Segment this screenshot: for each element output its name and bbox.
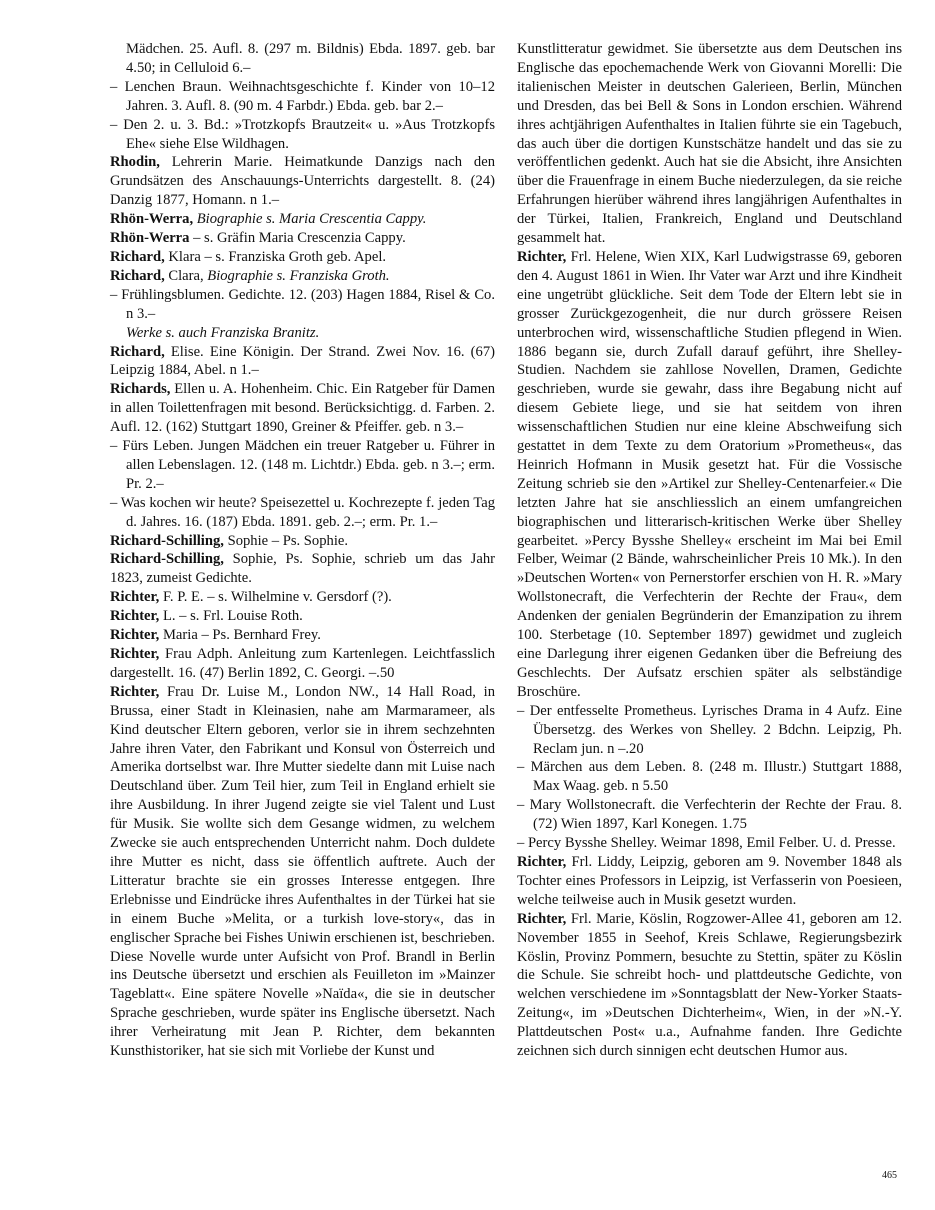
dictionary-entry [110,248,495,267]
entry-continuation [110,40,495,78]
page-number: 465 [882,1170,897,1181]
entry-text: – Percy Bysshe Shelley. Weimar 1898, Emil Felber. U. d. Presse. [517,835,896,852]
dictionary-entry [110,153,495,210]
sub-entry [517,796,902,834]
dictionary-entry [110,683,495,1061]
entry-headword: Richter, [110,627,160,644]
dictionary-entry [110,588,495,607]
entry-text: Klara – s. Franziska Groth geb. Apel. [164,248,387,265]
dictionary-entry [110,210,495,229]
entry-italic-text: Biographie s. Franziska Groth. [203,267,390,284]
entry-note [110,324,495,343]
entry-text: Frl. Marie, Köslin, Rogzower-Allee 41, geboren am 12. November 1855 in Seehof, Kreis Schlawe, Regierungsbezirk Köslin, Provinz Pommern, besuchte zu Stettin, später zu Köslin die Schule. Sie schreibt hoch- und plattdeutsche Gedichte, von welchen verschiedene im »Sonntagsblatt der New-Yorker Staats-Zeitung«, im »Deutschen Dichterheim«, Wien, in der »N.-Y. Plattdeutschen Post« u.a., Aufnahme fanden. Ihre Gedichte zeichnen sich durch sinnigen echt deutschen Humor aus. [517,910,902,1060]
entry-headword: Richards, [110,381,171,398]
entry-headword: Richter, [110,646,160,662]
entry-text: Frl. Liddy, Leipzig, geboren am 9. November 1848 als Tochter eines Professors in Leipzig, ist Verfasserin von Poesieen, welche teilweise auch in Musik gesetzt wurden. [517,853,902,908]
dictionary-entry [110,626,495,645]
entry-text: F. P. E. – s. Wilhelmine v. Gersdorf (?). [159,589,392,606]
entry-headword: Rhön-Werra, [110,211,194,228]
dictionary-entry [517,910,902,1061]
sub-entry [517,702,902,759]
entry-headword: Richard-Schilling, [110,532,224,549]
entry-italic-text: Biographie s. Maria Crescentia Cappy. [193,211,427,228]
entry-text: Elise. Eine Königin. Der Strand. Zwei Nov. 16. (67) Leipzig 1884, Abel. n 1.– [110,343,495,379]
entry-text: – Frühlingsblumen. Gedichte. 12. (203) Hagen 1884, Risel & Co. n 3.– [110,286,495,322]
dictionary-entry [110,645,495,683]
entry-text: Ellen u. A. Hohenheim. Chic. Ein Ratgeber für Damen in allen Toilettenfragen mit besond. Berücksichtigg. d. Farben. 2. Aufl. 12. (162) Stuttgart 1890, Greiner & Pfeiffer. geb. n 3.– [110,381,495,436]
entry-text: Werke s. auch Franziska Branitz. [126,324,320,341]
dictionary-entry [517,248,902,702]
dictionary-entry [110,550,495,588]
sub-entry [110,494,495,532]
entry-text: Sophie, Ps. Sophie, schrieb um das Jahr 1823, zumeist Gedichte. [110,551,495,587]
entry-text: Lehrerin Marie. Heimatkunde Danzigs nach den Grundsätzen des Anschauungs-Unterrichts dargestellt. 8. (24) Danzig 1877, Homann. n 1.– [110,154,495,209]
entry-text: L. – s. Frl. Louise Roth. [159,608,303,625]
sub-entry [110,78,495,116]
entry-text: Kunstlitteratur gewidmet. Sie übersetzte aus dem Deutschen ins Englische das epochemachende Werk von Giovanni Morelli: Die italienischen Meister in deutschen Galerieen, Berlin, München und Dresden, das bei Bell & Sons in London erschien. Während ihres achtjährigen Aufenthaltes in Italien führte sie ein Tagebuch, das auch über die dortigen Kunstschätze handelt und das sie zu veröffentlichen gedenkt. Auch hat sie die Absicht, ihre Ansichten über die Frauenfrage in einem Buche niederzulegen, da sie reiche Erfahrungen hierüber während ihres langjährigen Aufenthaltes in der Türkei, Italien, Frankreich, England und Deutschland gesammelt hat. [517,41,902,247]
entry-text: Clara, [164,267,204,284]
entry-text: Mädchen. 25. Aufl. 8. (297 m. Bildnis) Ebda. 1897. geb. bar 4.50; in Celluloid 6.– [126,41,495,76]
entry-text: Frl. Helene, Wien XIX, Karl Ludwigstrasse 69, geboren den 4. August 1861 in Wien. Ihr Vater war Arzt und ihre Kindheit eine ungetrübt glückliche. Seit dem Tode der Eltern lebt sie in grosser Zurückgezogenheit, die nur durch grössere Reisen unterbrochen wird, wissenschaftliche Studien pflegend in Wien. 1886 begann sie, durch Zufall darauf geführt, ihre Shelley-Studien. Nachdem sie zahllose Novellen, Dramen, Gedichte geschrieben, wurde sie gewahr, dass ihre Begabung nicht auf diesem Gebiete liege, und sie hat seitdem von ihren wissenschaftlichen Studien nur eine kleine Abschweifung sich gestattet in dem Texte zu dem Oratorium »Prometheus«, das Heinrich Hofmann in Musik gesetzt hat. Für die Vossische Zeitung schrieb sie den »Artikel zur Shelley-Centenarfeier.« Die letzten Jahre hat sie anschliesslich an einem umfangreichen biographischen und litterarisch-kritischen Werke über Shelley gearbeitet. »Percy Bysshe Shelley« erscheint im Mai bei Emil Felber, Weimar (2 Bände, wahrscheinlicher Preis 10 Mk.). In den »Deutschen Worten« von Pernerstorfer erschien von H. R. »Mary Wollstonecraft, die Verfechterin der Rechte der Frau«, dem Andenken der genialen Begründerin der Emanzipation zu ihrem 100. Sterbetage (10. September 1897) gewidmet und zugleich eine Darlegung ihrer eigenen Gedanken über die Befreiung des Geschlechts. Der Aufsatz erschien später als selbständige Broschüre. [517,248,902,700]
sub-entry [110,286,495,324]
entry-text: – Lenchen Braun. Weihnachtsgeschichte f. Kinder von 10–12 Jahren. 3. Aufl. 8. (90 m. 4 Farbdr.) Ebda. geb. bar 2.– [110,78,495,114]
entry-text: – Was kochen wir heute? Speisezettel u. Kochrezepte f. jeden Tag d. Jahres. 16. (187) Ebda. 1891. geb. 2.–; erm. Pr. 1.– [110,494,495,530]
entry-text: – Fürs Leben. Jungen Mädchen ein treuer Ratgeber u. Führer in allen Lebenslagen. 12. (148 m. Lichtdr.) Ebda. geb. n 3.–; erm. Pr. 2.– [110,438,495,492]
entry-headword: Richter, [517,248,567,265]
entry-headword: Richter, [110,589,160,606]
dictionary-entry [110,532,495,551]
entry-continuation [517,40,902,248]
entry-headword: Rhodin, [110,154,160,171]
entry-text: – Mary Wollstonecraft. die Verfechterin der Rechte der Frau. 8. (72) Wien 1897, Karl Konegen. 1.75 [517,797,902,833]
entry-text: Frau Adph. Anleitung zum Kartenlegen. Leichtfasslich dargestellt. 16. (47) Berlin 1892, C. Georgi. –.50 [110,646,495,681]
dictionary-entry [517,853,902,910]
entry-text: – Den 2. u. 3. Bd.: »Trotzkopfs Brautzeit« u. »Aus Trotzkopfs Ehe« siehe Else Wildhagen. [110,116,495,152]
entry-headword: Richter, [517,910,567,927]
entry-text: Frau Dr. Luise M., London NW., 14 Hall Road, in Brussa, einer Stadt in Kleinasien, nahe am Marmarameer, als Kind deutscher Eltern geboren, verlor sie in ihrem sechzehnten Jahre ihren Vater, den Fabrikant und Konsul von Österreich und Amerika dortselbst war. Ihre Mutter siedelte dann mit Luise nach Deutschland über. Zum Teil hier, zum Teil in England erhielt sie ihre Ausbildung. In ihrer Jugend zeigte sie viel Talent und Lust für Musik. Sie wollte sich dem Gesange widmen, zu welchem Zwecke sie auch entsprechenden Unterricht nahm. Doch duldete ihre Mutter es nicht, dass sie öffentlich auftrete. Auch der Litteratur brachte sie ein grosses Interesse entgegen. Ihre Erlebnisse und Eindrücke ihres Aufenthaltes in der Türkei hat sie in einem Buche »Melita, or a turkish love-story«, das in englischer Sprache bei Fishes Uniwin erschienen ist, beschrieben. Diese Novelle wurde unter Aufsicht von Prof. Brandl in Berlin ins Deutsche übersetzt und erschien als Feuilleton im »Mainzer Tageblatt«. Eine spätere Novelle »Naïda«, die sie in deutscher Sprache geschrieben, wurde später ins Englische übersetzt. Nach ihrer Verheiratung mit Jean P. Richter, dem bekannten Kunsthistoriker, hat sie sich mit Vorliebe der Kunst und [110,683,495,1060]
dictionary-entry [110,267,495,286]
dictionary-entry [110,343,495,381]
sub-entry [110,437,495,494]
entry-text: Sophie – Ps. Sophie. [223,532,348,549]
entry-headword: Rhön-Werra [110,230,190,247]
entry-text: Maria – Ps. Bernhard Frey. [159,627,321,644]
entry-headword: Richter, [110,608,160,625]
left-column [110,40,495,1061]
entry-text: – Der entfesselte Prometheus. Lyrisches Drama in 4 Aufz. Eine Übersetzg. des Werkes von Shelley. 2 Bdchn. Leipzig, Ph. Reclam jun. n –.20 [517,702,902,757]
entry-headword: Richard, [110,343,165,360]
entry-text: – Märchen aus dem Leben. 8. (248 m. Illustr.) Stuttgart 1888, Max Waag. geb. n 5.50 [517,759,902,795]
dictionary-entry [110,229,495,248]
dictionary-entry [110,607,495,626]
entry-headword: Richter, [517,853,567,870]
sub-entry [517,834,902,853]
sub-entry [110,116,495,154]
sub-entry [517,758,902,796]
entry-text: – s. Gräfin Maria Crescenzia Cappy. [189,230,406,247]
entry-headword: Richter, [110,683,160,700]
entry-headword: Richard, [110,267,165,284]
entry-headword: Richard-Schilling, [110,551,224,568]
right-column [517,40,902,1061]
entry-headword: Richard, [110,248,165,265]
dictionary-entry [110,380,495,437]
